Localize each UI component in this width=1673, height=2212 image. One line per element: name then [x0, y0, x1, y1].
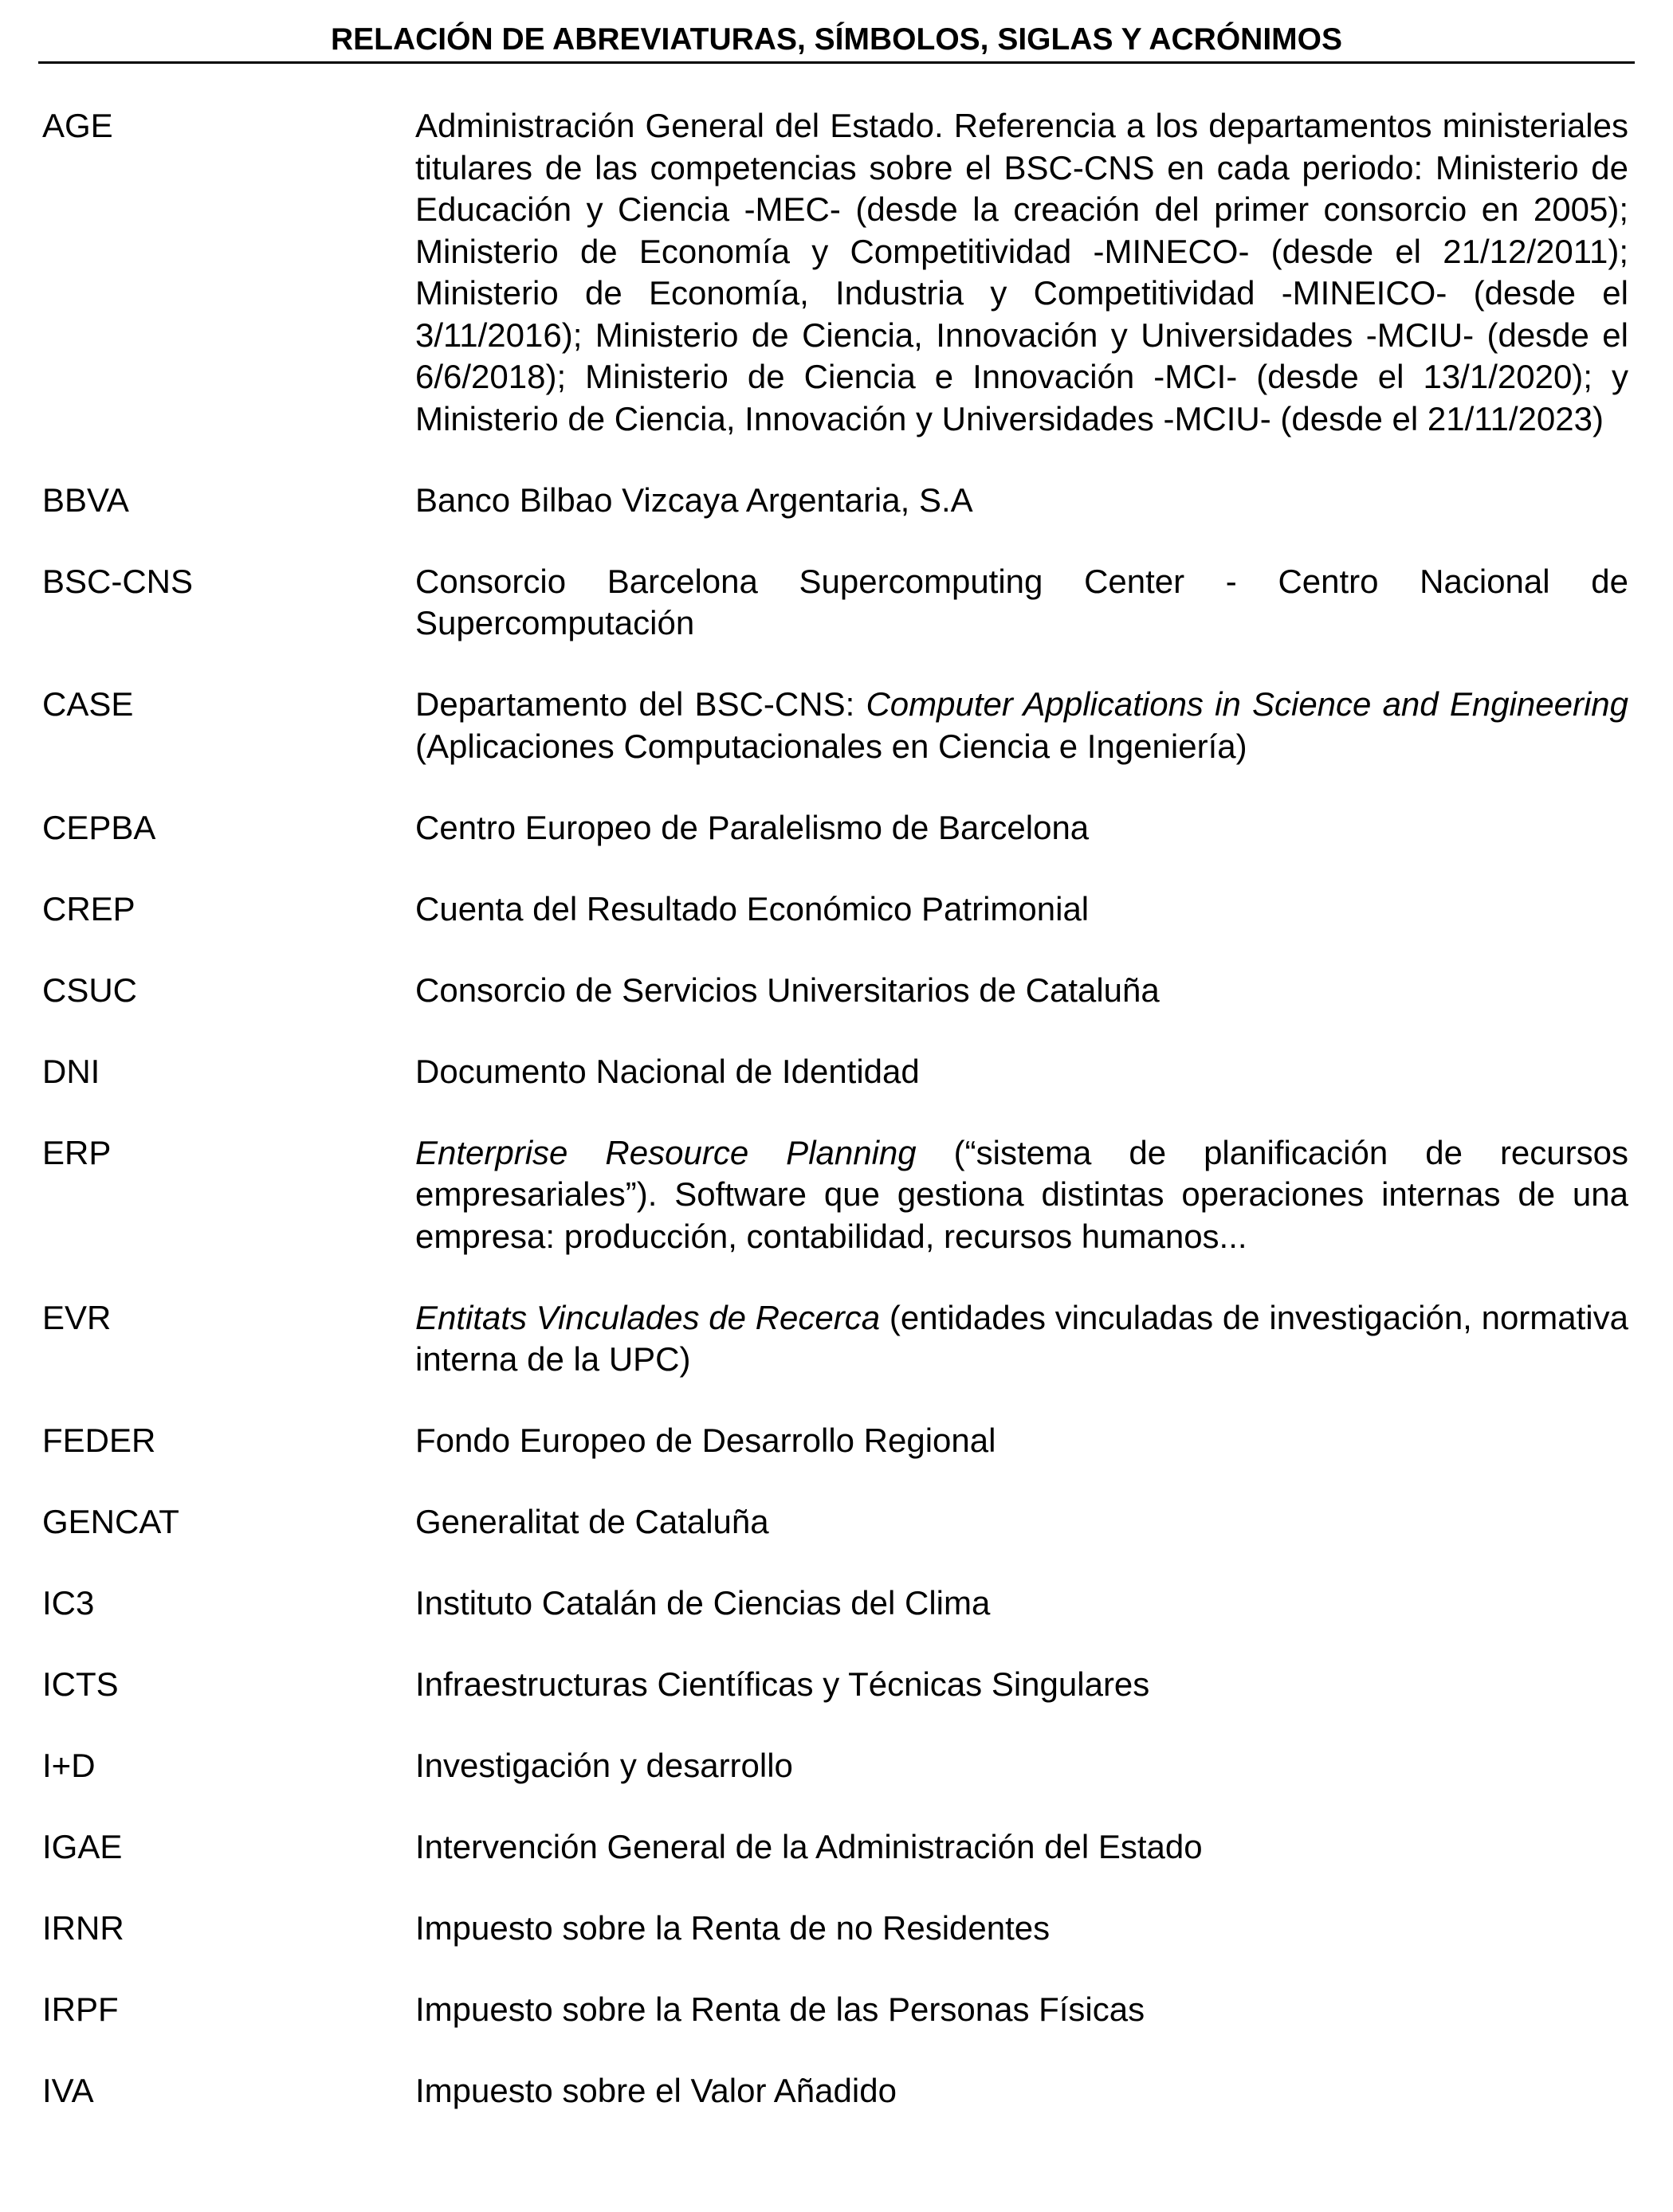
abbreviation-term: IVA [42, 2072, 94, 2109]
abbreviation-entry [0, 970, 1673, 1012]
abbreviation-entry [0, 1051, 1673, 1093]
abbreviation-term: BSC-CNS [42, 562, 194, 600]
abbreviation-entry [0, 684, 1673, 767]
abbreviation-definition [415, 1420, 1628, 1462]
abbreviation-term: IRPF [42, 1990, 119, 2028]
definition-text: Consorcio de Servicios Universitarios de Cataluña [415, 971, 1160, 1009]
definition-text: Generalitat de Cataluña [415, 1503, 769, 1540]
page-title: RELACIÓN DE ABREVIATURAS, SÍMBOLOS, SIGLAS Y ACRÓNIMOS [330, 22, 1343, 57]
abbreviation-definition [415, 1989, 1628, 2031]
abbreviation-definition [415, 970, 1628, 1012]
abbreviation-entry [0, 888, 1673, 931]
abbreviation-term: FEDER [42, 1422, 156, 1459]
definition-text: Departamento del BSC-CNS: [415, 685, 866, 723]
abbreviation-entry [0, 480, 1673, 522]
abbreviation-term: IC3 [42, 1584, 95, 1622]
abbreviation-definition [415, 480, 1628, 522]
definition-text: Centro Europeo de Paralelismo de Barcelona [415, 808, 1090, 846]
abbreviation-entry [0, 1908, 1673, 1950]
definition-italic-text: Entitats Vinculades de Recerca [415, 1298, 881, 1336]
definition-text: Intervención General de la Administración del Estado [415, 1828, 1203, 1865]
abbreviation-definition [415, 1826, 1628, 1869]
abbreviation-term: GENCAT [42, 1503, 179, 1540]
abbreviation-term: CSUC [42, 971, 138, 1009]
abbreviation-term: AGE [42, 107, 113, 144]
abbreviation-entry [0, 1501, 1673, 1543]
abbreviation-term: CEPBA [42, 808, 156, 846]
abbreviation-definition [415, 888, 1628, 931]
abbreviation-term: IRNR [42, 1909, 124, 1947]
abbreviation-definition [415, 2070, 1628, 2112]
abbreviation-term: ICTS [42, 1665, 119, 1703]
abbreviation-definition [415, 1745, 1628, 1787]
abbreviation-definition [415, 1908, 1628, 1950]
definition-text: Impuesto sobre la Renta de no Residentes [415, 1909, 1051, 1947]
abbreviation-term: CREP [42, 889, 135, 928]
definition-text: (“sistema de planificación de recursos empresariales”). Software que gestiona distintas operaciones internas de una empresa: producción, contabilidad, recursos humanos... [415, 1133, 1628, 1255]
abbreviation-definition [415, 684, 1628, 767]
abbreviation-definition [415, 1132, 1628, 1258]
definition-text: Documento Nacional de Identidad [415, 1052, 920, 1090]
definition-text: (entidades vinculadas de investigación, normativa interna de la UPC) [415, 1298, 1628, 1378]
abbreviation-term: DNI [42, 1052, 100, 1090]
definition-text: Banco Bilbao Vizcaya Argentaria, S.A [415, 480, 973, 519]
abbreviation-definition [415, 807, 1628, 849]
abbreviation-definition [415, 1501, 1628, 1543]
abbreviation-term: CASE [42, 685, 134, 723]
abbreviation-entry [0, 1297, 1673, 1381]
abbreviation-entry [0, 1664, 1673, 1706]
abbreviation-entry [0, 105, 1673, 440]
abbreviation-definition [415, 105, 1628, 440]
definition-italic-text: Enterprise Resource Planning [415, 1133, 917, 1171]
abbreviation-definition [415, 1664, 1628, 1706]
abbreviation-entry [0, 1745, 1673, 1787]
abbreviation-entry [0, 1989, 1673, 2031]
abbreviation-term: EVR [42, 1298, 112, 1336]
abbreviation-list [0, 105, 1673, 2151]
abbreviation-entry [0, 1583, 1673, 1625]
title-divider [38, 61, 1635, 64]
abbreviation-definition [415, 1051, 1628, 1093]
definition-text: Impuesto sobre el Valor Añadido [415, 2072, 897, 2109]
definition-text: Administración General del Estado. Referencia a los departamentos ministeriales titulares de las competencias sobre el BSC-CNS en cada periodo: Ministerio de Educación y Ciencia -MEC- (desde la creación del primer consorcio en 2005); Ministerio de Economía y Competitividad -MINECO- (desde el 21/12/2011); Ministerio de Economía, Industria y Competitividad -MINEICO- (desde el 3/11/2016); Ministerio de Ciencia, Innovación y Universidades -MCIU- (desde el 6/6/2018); Ministerio de Ciencia e Innovación -MCI- (desde el 13/1/2020); y Ministerio de Ciencia, Innovación y Universidades -MCIU- (desde el 21/11/2023) [415, 107, 1628, 437]
abbreviation-entry [0, 1132, 1673, 1258]
abbreviation-term: I+D [42, 1747, 96, 1784]
abbreviation-entry [0, 561, 1673, 645]
definition-text: Impuesto sobre la Renta de las Personas Físicas [415, 1990, 1145, 2028]
definition-italic-text: Computer Applications in Science and Engineering [866, 685, 1629, 723]
abbreviation-entry [0, 2070, 1673, 2112]
definition-text: Cuenta del Resultado Económico Patrimonial [415, 889, 1090, 928]
definition-text: Infraestructuras Científicas y Técnicas Singulares [415, 1665, 1150, 1703]
definition-text: Instituto Catalán de Ciencias del Clima [415, 1584, 991, 1622]
abbreviation-definition [415, 1297, 1628, 1381]
abbreviation-entry [0, 1420, 1673, 1462]
abbreviation-definition [415, 561, 1628, 645]
abbreviation-entry [0, 1826, 1673, 1869]
abbreviation-term: IGAE [42, 1828, 123, 1865]
abbreviation-entry [0, 807, 1673, 849]
definition-text: Consorcio Barcelona Supercomputing Center - Centro Nacional de Supercomputación [415, 562, 1628, 641]
definition-text: (Aplicaciones Computacionales en Ciencia e Ingeniería) [415, 727, 1247, 765]
definition-text: Investigación y desarrollo [415, 1747, 793, 1784]
abbreviation-term: ERP [42, 1133, 112, 1171]
definition-text: Fondo Europeo de Desarrollo Regional [415, 1422, 996, 1459]
abbreviation-definition [415, 1583, 1628, 1625]
abbreviation-term: BBVA [42, 480, 129, 519]
